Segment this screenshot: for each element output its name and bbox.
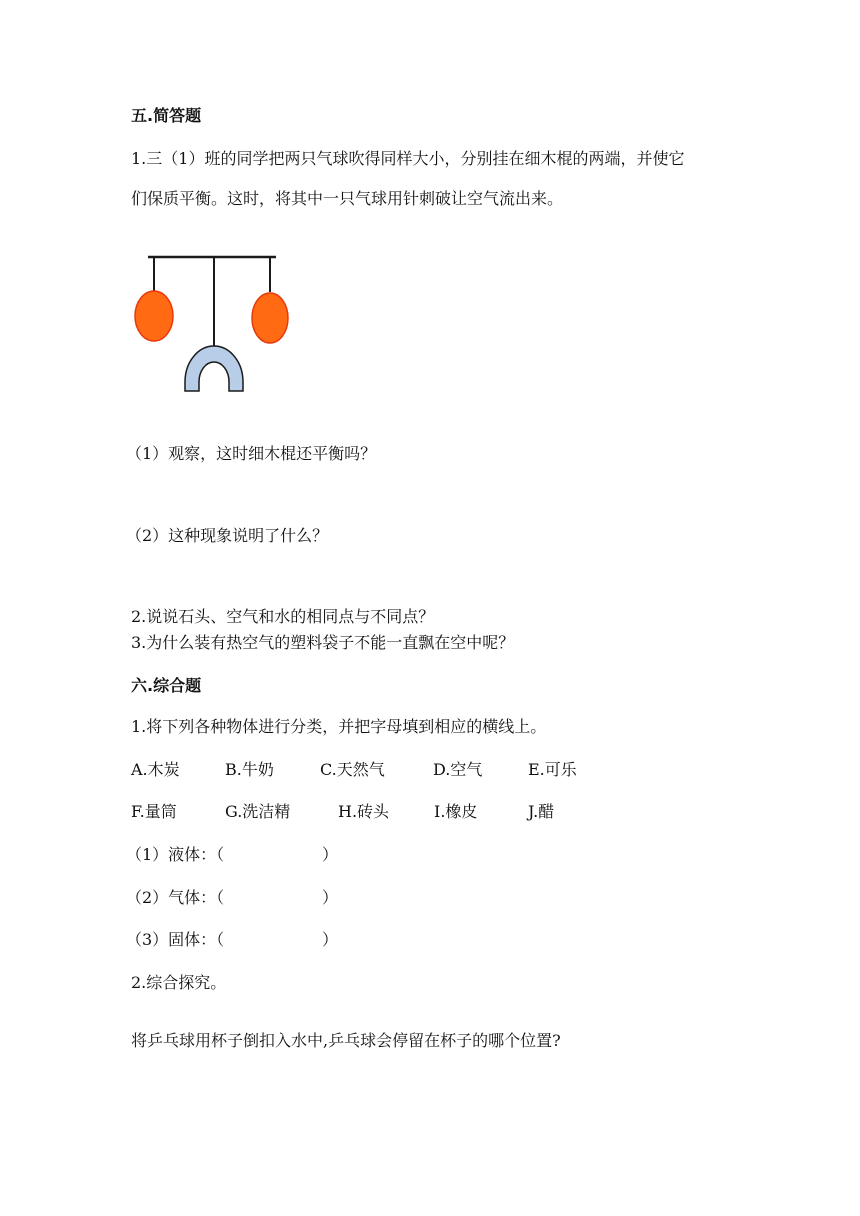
section-5-heading: 五.简答题 (131, 106, 202, 125)
option-d: D.空气 (433, 760, 483, 779)
question-1-sub-1: （1）观察，这时细木棍还平衡吗？ (126, 444, 377, 463)
option-g: G.洗洁精 (225, 802, 291, 821)
option-e: E.可乐 (528, 760, 577, 779)
option-b: B.牛奶 (225, 760, 274, 779)
question-1-line-2: 们保质平衡。这时，将其中一只气球用针刺破让空气流出来。 (131, 189, 564, 208)
balance-balloon-figure (128, 246, 298, 398)
option-f: F.量筒 (131, 802, 177, 821)
blank-gas-close: ） (322, 888, 339, 907)
classify-question: 1.将下列各种物体进行分类，并把字母填到相应的横线上。 (131, 717, 547, 736)
question-2: 2.说说石头、空气和水的相同点与不同点？ (131, 607, 435, 626)
blank-liquid-close: ） (322, 845, 339, 864)
option-a: A.木炭 (131, 760, 180, 779)
section-6-heading: 六.综合题 (131, 676, 202, 695)
option-h: H.砖头 (338, 802, 390, 821)
inquiry-question: 2.综合探究。 (131, 973, 227, 992)
option-i: I.橡皮 (434, 802, 478, 821)
question-3: 3.为什么装有热空气的塑料袋子不能一直飘在空中呢？ (131, 633, 515, 652)
option-c: C.天然气 (320, 760, 385, 779)
inquiry-text: 将乒乓球用杯子倒扣入水中,乒乓球会停留在杯子的哪个位置? (131, 1031, 561, 1050)
blank-solid: （3）固体：（ (126, 930, 225, 949)
right-balloon (252, 293, 288, 343)
option-j: J.醋 (528, 802, 555, 821)
stand-base (185, 346, 243, 391)
blank-solid-close: ） (322, 930, 339, 949)
left-balloon (135, 291, 173, 341)
blank-gas: （2）气体：（ (126, 888, 225, 907)
question-1-line-1: 1.三（1）班的同学把两只气球吹得同样大小，分别挂在细木棍的两端，并使它 (131, 149, 685, 168)
blank-liquid: （1）液体：（ (126, 845, 225, 864)
question-1-sub-2: （2）这种现象说明了什么？ (126, 526, 329, 545)
